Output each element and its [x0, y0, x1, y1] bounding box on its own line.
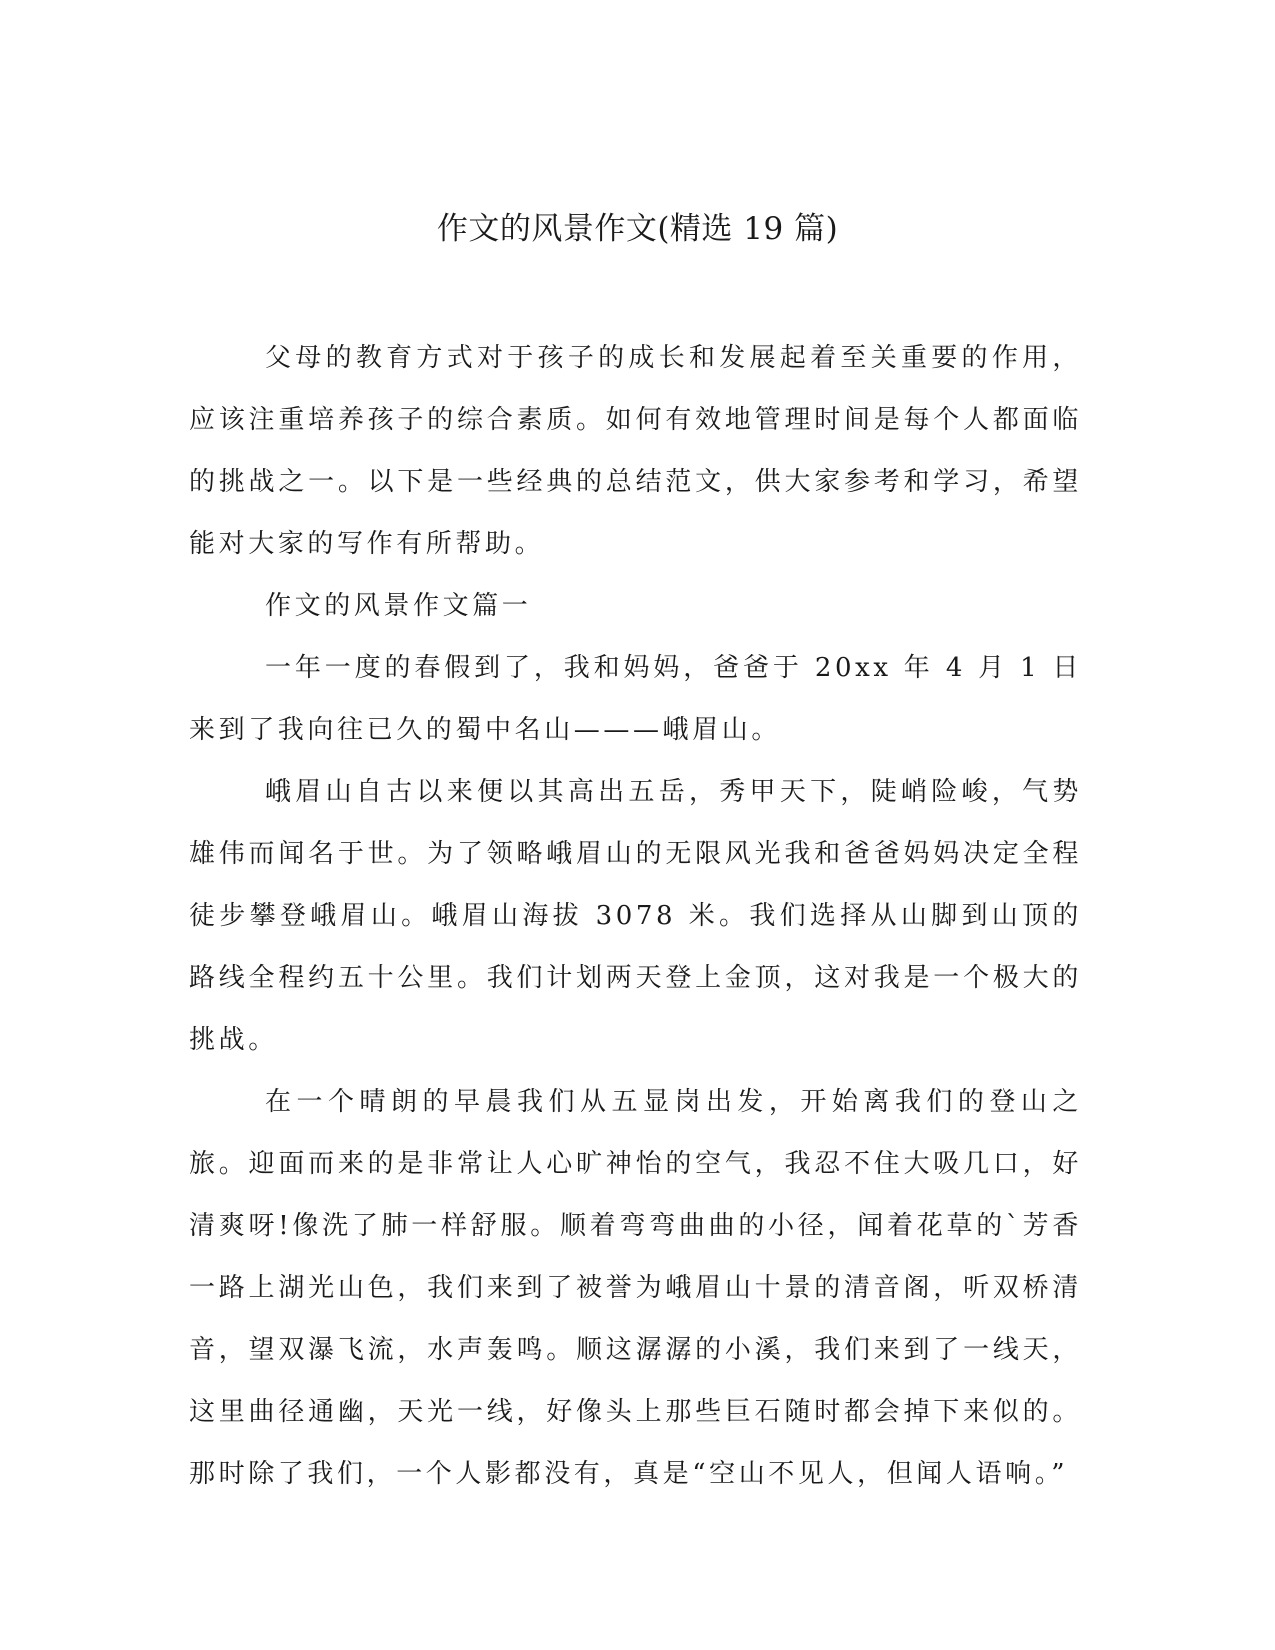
body-paragraph-2: 峨眉山自古以来便以其高出五岳，秀甲天下，陡峭险峻，气势雄伟而闻名于世。为了领略峨眉山的无限风光我和爸爸妈妈决定全程徒步攀登峨眉山。峨眉山海拔 3078 米。我们选择从山脚到山顶的路线全程约五十公里。我们计划两天登上金顶，这对我是一个极大的挑战。: [189, 777, 1082, 1055]
document-title: 作文的风景作文(精选 19 篇): [436, 211, 839, 247]
body-paragraph-1: 一年一度的春假到了，我和妈妈，爸爸于 20xx 年 4 月 1 日来到了我向往已久的蜀中名山———峨眉山。: [189, 653, 1082, 745]
intro-paragraph: 父母的教育方式对于孩子的成长和发展起着至关重要的作用，应该注重培养孩子的综合素质。如何有效地管理时间是每个人都面临的挑战之一。以下是一些经典的总结范文，供大家参考和学习，希望能对大家的写作有所帮助。: [189, 343, 1082, 559]
section-heading: 作文的风景作文篇一: [265, 591, 532, 621]
document-body: [189, 327, 1082, 1505]
body-paragraph-3: 在一个晴朗的早晨我们从五显岗出发，开始离我们的登山之旅。迎面而来的是非常让人心旷神怡的空气，我忍不住大吸几口，好清爽呀!像洗了肺一样舒服。顺着弯弯曲曲的小径，闻着花草的`芳香一路上湖光山色，我们来到了被誉为峨眉山十景的清音阁，听双桥清音，望双瀑飞流，水声轰鸣。顺这潺潺的小溪，我们来到了一线天，这里曲径通幽，天光一线，好像头上那些巨石随时都会掉下来似的。那时除了我们，一个人影都没有，真是“空山不见人，但闻人语响。”: [189, 1087, 1082, 1489]
